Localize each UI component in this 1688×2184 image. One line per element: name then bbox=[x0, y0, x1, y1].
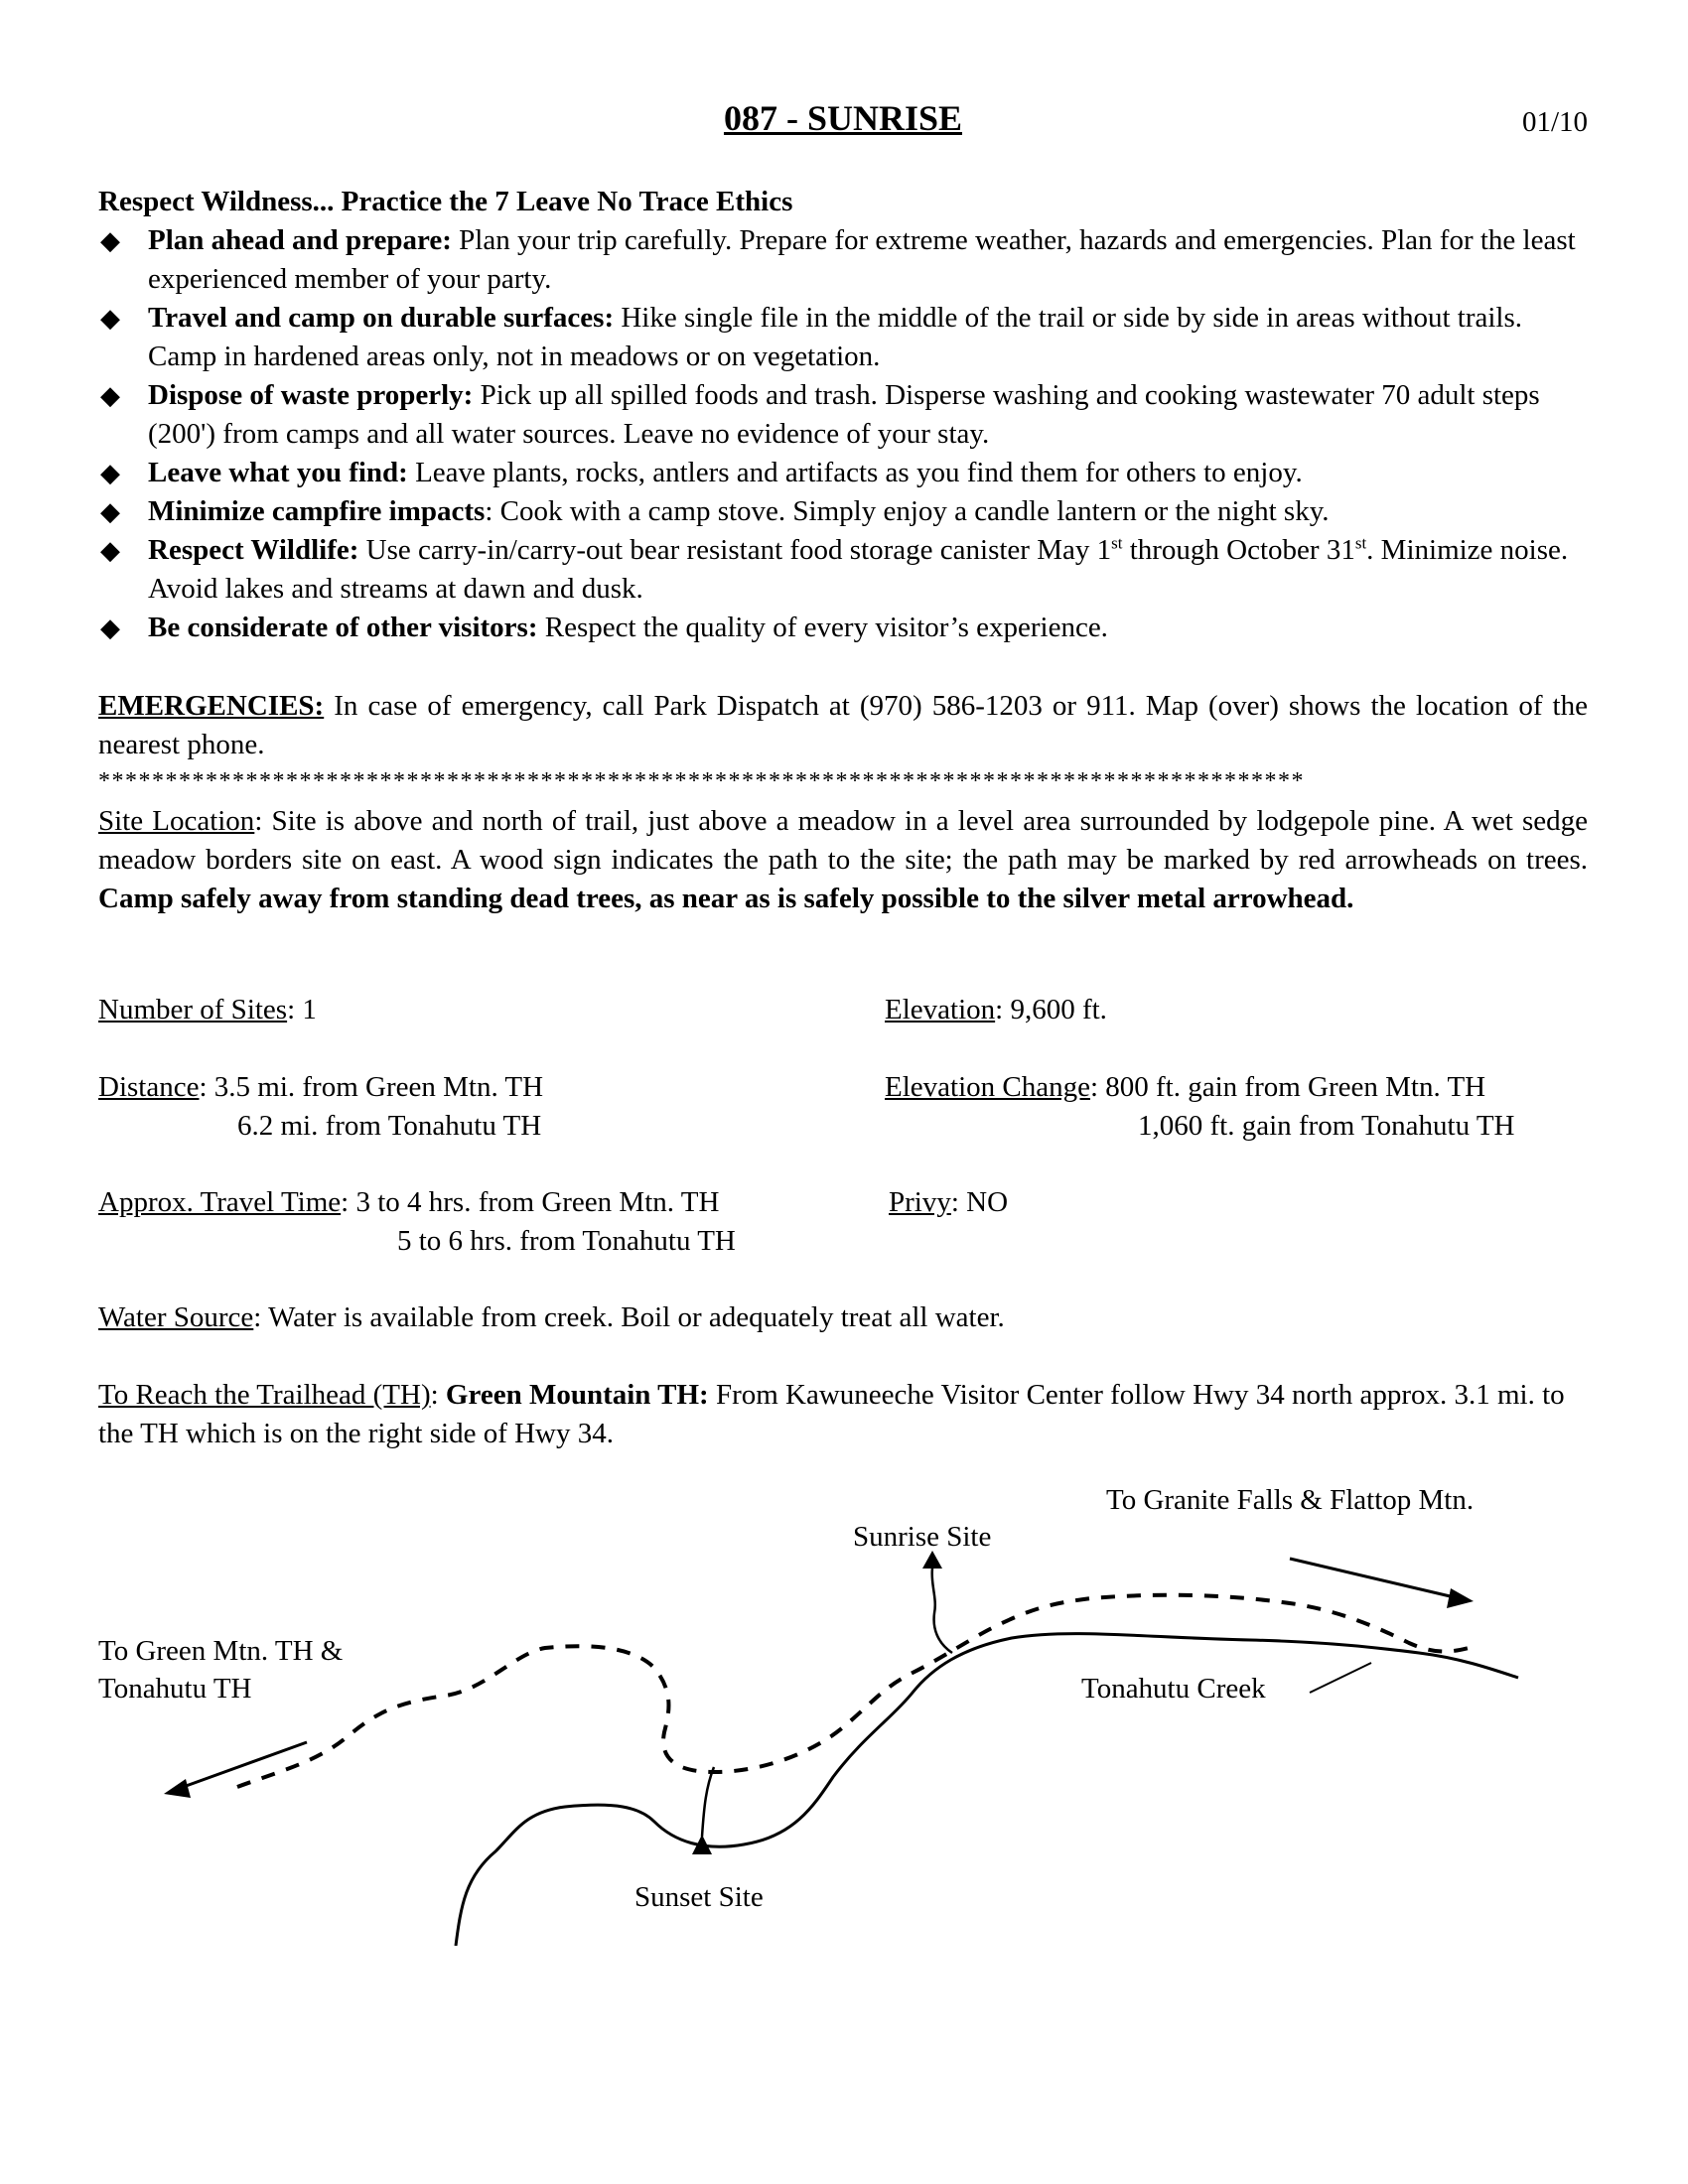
diamond-bullet-icon: ◆ bbox=[100, 536, 120, 565]
travel-time: Approx. Travel Time: 3 to 4 hrs. from Green Mtn. TH 5 to 6 hrs. from Tonahutu TH bbox=[98, 1186, 736, 1257]
list-item: ◆ Minimize campfire impacts: Cook with a camp stove. Simply enjoy a candle lantern or the night sky. bbox=[98, 492, 1588, 531]
lnt-title: Respect Wildness... Practice the 7 Leave No Trace Ethics bbox=[98, 186, 793, 217]
arrow-west-icon bbox=[164, 1779, 191, 1798]
trail-line bbox=[237, 1595, 1469, 1787]
sunrise-spur bbox=[932, 1569, 952, 1653]
elevation-change: Elevation Change: 800 ft. gain from Green Mtn. TH 1,060 ft. gain from Tonahutu TH bbox=[885, 1071, 1515, 1142]
site-location-paragraph: Site Location: Site is above and north of trail, just above a meadow in a level area surrounded by lodgepole pine. A wet sedge meadow borders site on east. A wood sign indicates the path to the site; the path may be marked by red arrowheads on trees. Camp safely away from standing dead trees, as near as is safely possible to the silver metal arrowhead. bbox=[98, 805, 1588, 914]
list-item: ◆ Plan ahead and prepare: Plan your trip carefully. Prepare for extreme weather, hazards and emergencies. Plan for the least experienced member of your party. bbox=[98, 221, 1588, 299]
arrow-east-icon bbox=[1447, 1588, 1474, 1608]
distance: Distance: 3.5 mi. from Green Mtn. TH 6.2 mi. from Tonahutu TH bbox=[98, 1071, 544, 1142]
trailhead-paragraph: To Reach the Trailhead (TH): Green Mountain TH: From Kawuneeche Visitor Center follow Hwy 34 north approx. 3.1 mi. to the TH which is on the right side of Hwy 34. bbox=[98, 1379, 1565, 1449]
arrow-west bbox=[178, 1742, 307, 1789]
label-green-mtn-2: Tonahutu TH bbox=[98, 1673, 252, 1705]
label-tonahutu-creek: Tonahutu Creek bbox=[1081, 1673, 1266, 1705]
diamond-bullet-icon: ◆ bbox=[100, 226, 120, 255]
separator: ****************************************************************************************** bbox=[98, 768, 1305, 794]
label-green-mtn-1: To Green Mtn. TH & bbox=[98, 1635, 344, 1667]
header bbox=[98, 99, 1588, 149]
emergencies-paragraph: EMERGENCIES: In case of emergency, call Park Dispatch at (970) 586-1203 or 911. Map (over) shows the location of the nearest phone. bbox=[98, 690, 1588, 760]
privy: Privy: NO bbox=[889, 1186, 1009, 1218]
sunset-spur bbox=[702, 1767, 714, 1837]
trail-map bbox=[98, 1469, 1588, 1966]
sunrise-site-icon bbox=[922, 1551, 942, 1569]
creek-line bbox=[456, 1634, 1518, 1946]
water-source: Water Source: Water is available from creek. Boil or adequately treat all water. bbox=[98, 1301, 1005, 1333]
label-granite-falls: To Granite Falls & Flattop Mtn. bbox=[1106, 1484, 1475, 1516]
revision-date: 01/10 bbox=[1521, 106, 1588, 138]
creek-pointer bbox=[1310, 1663, 1371, 1693]
diamond-bullet-icon: ◆ bbox=[100, 497, 120, 526]
document-page bbox=[98, 0, 1588, 2184]
lnt-list bbox=[98, 221, 1588, 647]
list-item: ◆ Leave what you find: Leave plants, rocks, antlers and artifacts as you find them for others to enjoy. bbox=[98, 454, 1588, 492]
list-item: ◆ Respect Wildlife: Use carry-in/carry-out bear resistant food storage canister May 1st through October 31st. Minimize noise. Avoid lakes and streams at dawn and dusk. bbox=[98, 531, 1588, 609]
arrow-east bbox=[1290, 1559, 1459, 1598]
diamond-bullet-icon: ◆ bbox=[100, 614, 120, 642]
emergencies-label: EMERGENCIES: bbox=[98, 690, 325, 722]
list-item: ◆ Travel and camp on durable surfaces: Hike single file in the middle of the trail or side by side in areas without trails. Camp in hardened areas only, not in meadows or on vegetation. bbox=[98, 299, 1588, 376]
list-item: ◆ Dispose of waste properly: Pick up all spilled foods and trash. Disperse washing and cooking wastewater 70 adult steps (200') from camps and all water sources. Leave no evidence of your stay. bbox=[98, 376, 1588, 454]
label-sunset-site: Sunset Site bbox=[634, 1881, 764, 1913]
diamond-bullet-icon: ◆ bbox=[100, 381, 120, 410]
elevation: Elevation: 9,600 ft. bbox=[885, 994, 1107, 1025]
site-location-label: Site Location bbox=[98, 805, 255, 837]
diamond-bullet-icon: ◆ bbox=[100, 304, 120, 333]
number-of-sites: Number of Sites: 1 bbox=[98, 994, 317, 1025]
diamond-bullet-icon: ◆ bbox=[100, 459, 120, 487]
list-item: ◆ Be considerate of other visitors: Respect the quality of every visitor’s experience. bbox=[98, 609, 1588, 647]
label-sunrise-site: Sunrise Site bbox=[853, 1521, 992, 1553]
page-title: 087 - SUNRISE bbox=[723, 98, 963, 138]
